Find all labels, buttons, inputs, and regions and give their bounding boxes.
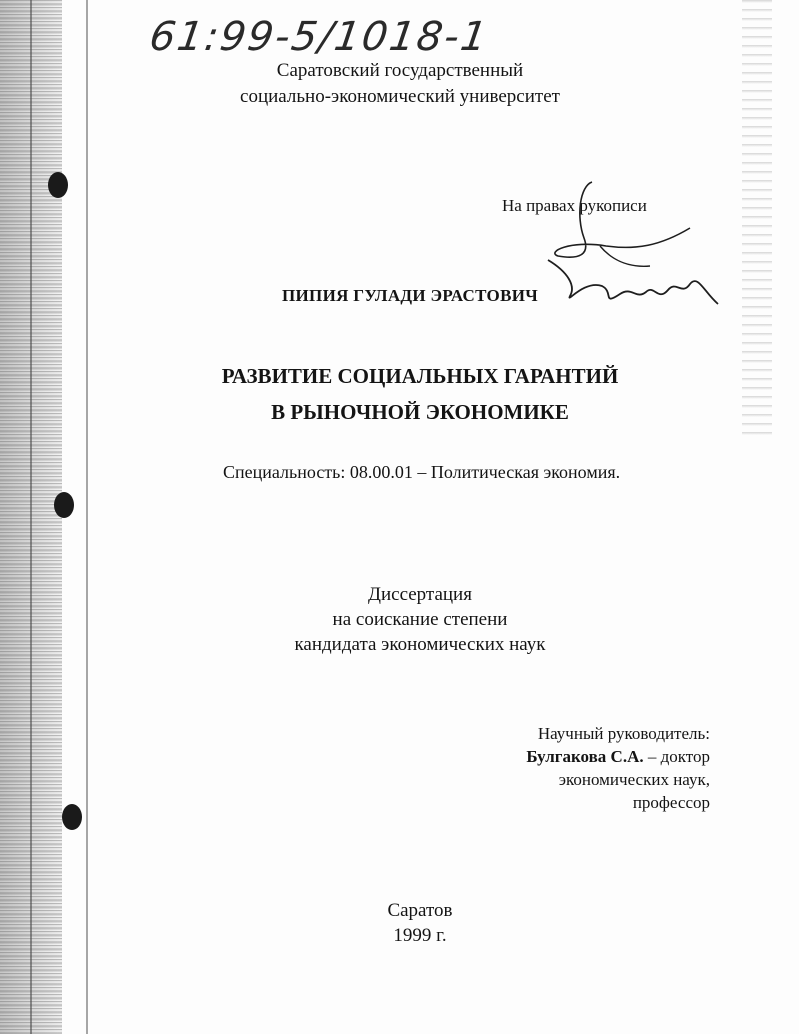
scan-right-artifact bbox=[742, 0, 772, 440]
scan-vertical-line bbox=[30, 0, 32, 1034]
dissertation-title bbox=[160, 358, 680, 430]
degree-statement bbox=[160, 582, 680, 657]
city: Саратов bbox=[387, 900, 453, 921]
specialty: Специальность: 08.00.01 – Политическая экономия. bbox=[223, 462, 621, 482]
degree-line-3: кандидата экономических наук bbox=[294, 634, 546, 655]
year: 1999 г. bbox=[393, 925, 447, 946]
advisor-degree-part1: – доктор bbox=[643, 747, 710, 766]
degree-line-2: на соискание степени bbox=[332, 609, 508, 630]
advisor-title: профессор bbox=[632, 793, 710, 812]
manuscript-rights: На правах рукописи bbox=[502, 196, 647, 215]
advisor-name: Булгакова С.А. bbox=[526, 747, 644, 766]
city-year bbox=[300, 898, 540, 948]
university-line-2: социально-экономический университет bbox=[240, 86, 560, 107]
university-line-1: Саратовский государственный bbox=[276, 60, 524, 81]
punch-hole bbox=[54, 492, 74, 518]
title-line-2: В РЫНОЧНОЙ ЭКОНОМИКЕ bbox=[271, 400, 569, 424]
university-name bbox=[160, 58, 640, 110]
archive-code-handwritten: 61:99-5/1018-1 bbox=[146, 14, 492, 60]
advisor-name-line bbox=[440, 745, 710, 768]
degree-line-1: Диссертация bbox=[368, 584, 472, 605]
punch-hole bbox=[48, 172, 68, 198]
advisor-label: Научный руководитель: bbox=[537, 724, 710, 743]
scientific-advisor bbox=[440, 722, 710, 814]
handwritten-signature bbox=[540, 176, 730, 326]
author-name: ПИПИЯ ГУЛАДИ ЭРАСТОВИЧ bbox=[282, 286, 539, 305]
punch-hole bbox=[62, 804, 82, 830]
advisor-degree-part2: экономических наук, bbox=[558, 770, 710, 789]
scan-vertical-line bbox=[86, 0, 88, 1034]
title-line-1: РАЗВИТИЕ СОЦИАЛЬНЫХ ГАРАНТИЙ bbox=[221, 364, 619, 388]
